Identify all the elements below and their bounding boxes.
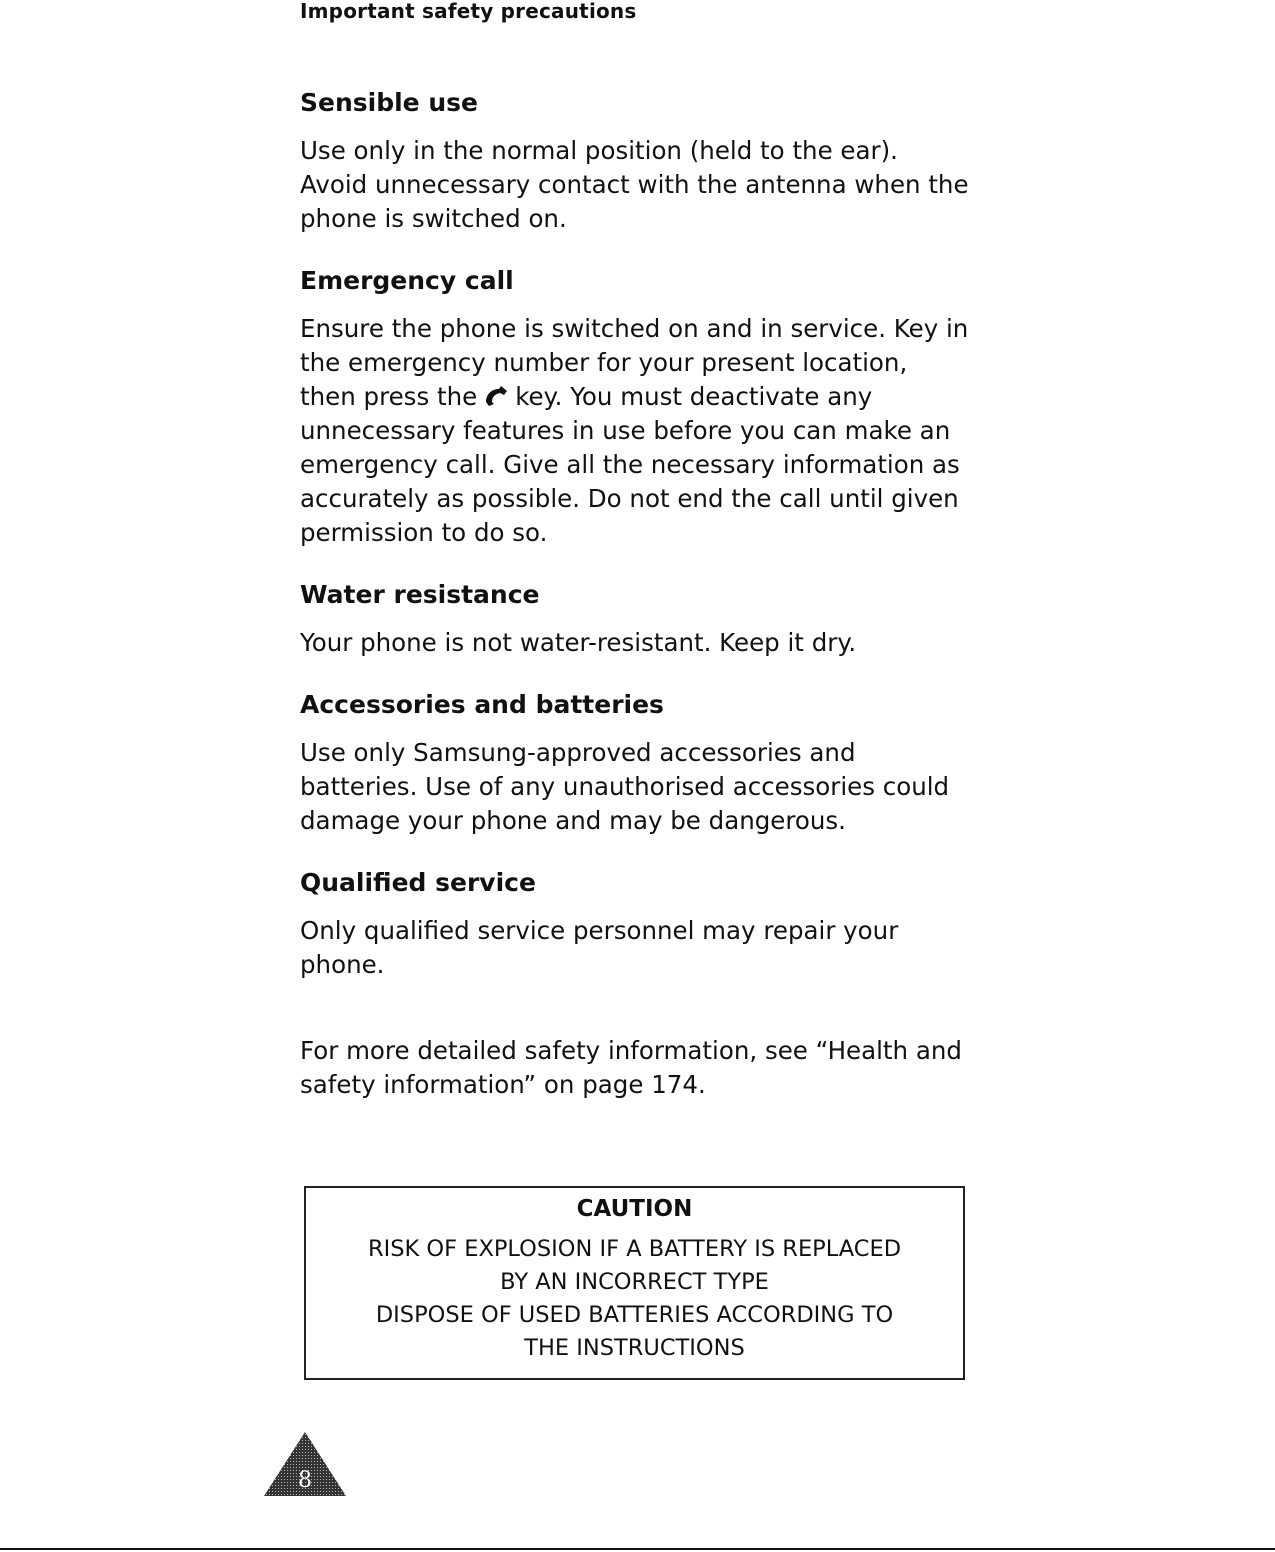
caution-box: [304, 1186, 965, 1380]
running-header: Important safety precautions: [300, 0, 637, 23]
section-heading: Accessories and batteries: [300, 690, 664, 719]
caution-line: RISK OF EXPLOSION IF A BATTERY IS REPLACED: [367, 1236, 902, 1262]
more-info-text: For more detailed safety information, see “Health and safety information” on page 174.: [300, 1036, 962, 1099]
section-body: [300, 312, 1000, 550]
section-emergency-call: [300, 264, 1000, 550]
bottom-rule: [0, 1548, 1275, 1550]
section-body-part-2: key. You must deactivate any unnecessary features in use before you can make an emergency call. Give all the necessary information as accurately as possible. Do not end the call until given permission to do so.: [300, 382, 960, 547]
section-body: Only qualified service personnel may repair your phone.: [300, 916, 899, 979]
caution-title: CAUTION: [576, 1196, 693, 1222]
caution-line: THE INSTRUCTIONS: [524, 1335, 745, 1361]
section-body: Use only Samsung-approved accessories and batteries. Use of any unauthorised accessories could damage your phone and may be dangerous.: [300, 738, 950, 835]
section-body: Your phone is not water-resistant. Keep it dry.: [300, 628, 857, 657]
caution-line: DISPOSE OF USED BATTERIES ACCORDING TO: [375, 1302, 894, 1328]
section-body-part-1: Ensure the phone is switched on and in service. Key in the emergency number for your present location, then press the: [300, 314, 969, 411]
section-body: Use only in the normal position (held to the ear). Avoid unnecessary contact with the antenna when the phone is switched on.: [300, 136, 969, 233]
section-water-resistance: [300, 578, 1000, 660]
page-number: 8: [298, 1468, 312, 1493]
section-qualified-service: [300, 866, 1000, 982]
section-heading: Water resistance: [300, 580, 540, 609]
page-number-badge: [262, 1430, 348, 1498]
section-accessories-batteries: [300, 688, 1000, 838]
main-content: [300, 86, 1000, 1102]
section-heading: Sensible use: [300, 88, 478, 117]
section-heading: Emergency call: [300, 266, 514, 295]
send-key-icon: [483, 385, 509, 407]
section-heading: Qualified service: [300, 868, 536, 897]
caution-line: BY AN INCORRECT TYPE: [500, 1269, 769, 1295]
section-sensible-use: [300, 86, 1000, 236]
